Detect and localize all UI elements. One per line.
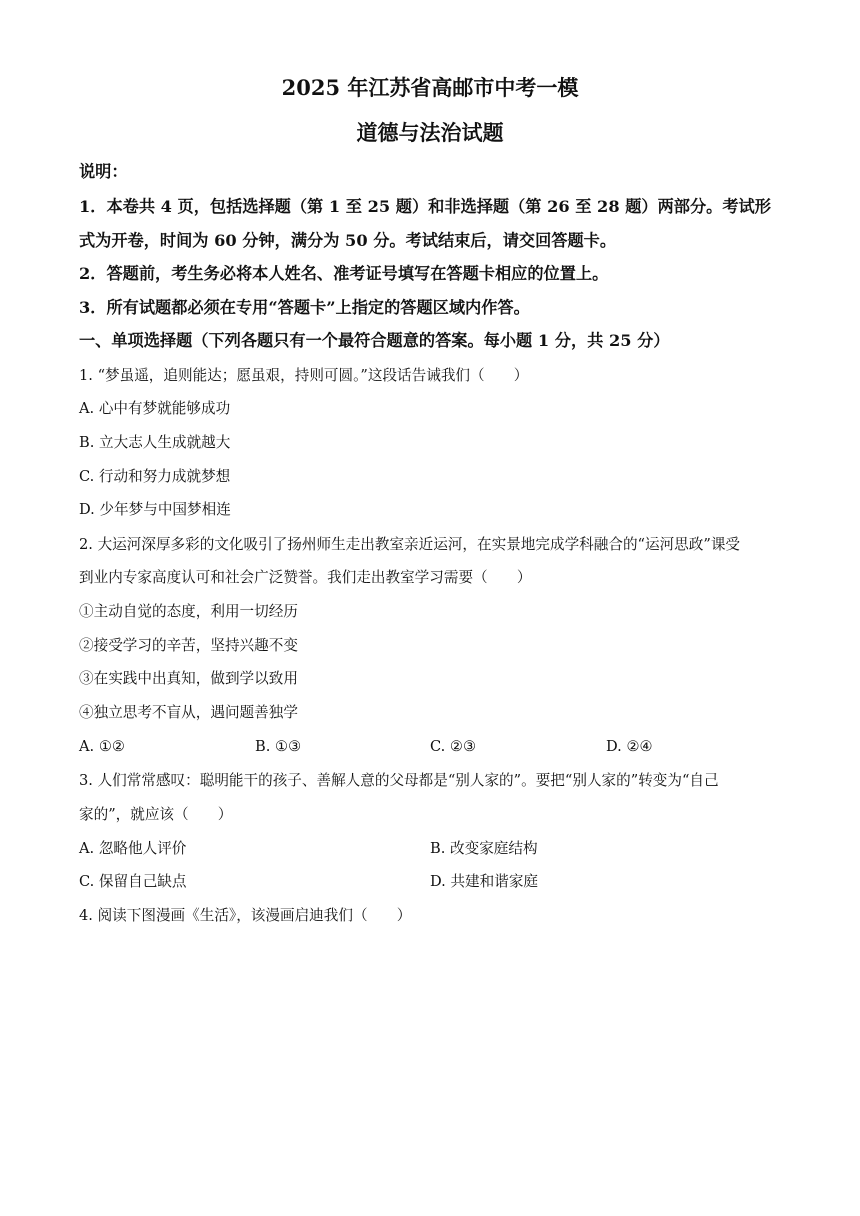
option-c: C. ②③ [430, 738, 477, 755]
section-heading: 一、单项选择题（下列各题只有一个最符合题意的答案。每小题 1 分，共 25 分） [79, 331, 670, 350]
exam-subtitle: 道德与法治试题 [356, 120, 504, 145]
option-d: D. 共建和谐家庭 [430, 873, 539, 890]
statement-3: ③在实践中出真知，做到学以致用 [79, 670, 298, 687]
instruction-line: 式为开卷，时间为 60 分钟，满分为 50 分。考试结束后，请交回答题卡。 [79, 231, 617, 250]
option-c: C. 保留自己缺点 [79, 873, 187, 890]
question-stem: 到业内专家高度认可和社会广泛赞誉。我们走出教室学习需要（ ） [79, 569, 532, 586]
question-stem: 4. 阅读下图漫画《生活》，该漫画启迪我们（ ） [79, 907, 412, 924]
question-stem: 3. 人们常常感叹：聪明能干的孩子、善解人意的父母都是“别人家的”。要把“别人家的”转变为“自己 [79, 772, 719, 789]
option-d: D. 少年梦与中国梦相连 [79, 501, 231, 518]
question-stem: 2. 大运河深厚多彩的文化吸引了扬州师生走出教室亲近运河，在实景地完成学科融合的“运河思政”课受 [79, 536, 741, 553]
instruction-line: 3．所有试题都必须在专用“答题卡”上指定的答题区域内作答。 [79, 298, 530, 317]
option-c: C. 行动和努力成就梦想 [79, 468, 231, 485]
option-a: A. 心中有梦就能够成功 [79, 400, 231, 417]
instruction-line: 1．本卷共 4 页，包括选择题（第 1 至 25 题）和非选择题（第 26 至 28 题）两部分。考试形 [79, 197, 771, 216]
question-stem: 家的”，就应该（ ） [79, 806, 233, 823]
option-a: A. ①② [79, 738, 125, 755]
question-stem: 1. “梦虽遥，追则能达；愿虽艰，持则可圆。”这段话告诫我们（ ） [79, 367, 529, 384]
statement-4: ④独立思考不盲从，遇问题善独学 [79, 704, 298, 721]
option-d: D. ②④ [606, 738, 653, 755]
option-a: A. 忽略他人评价 [79, 840, 187, 857]
statement-2: ②接受学习的辛苦，坚持兴趣不变 [79, 637, 298, 654]
option-b: B. 立大志人生成就越大 [79, 434, 231, 451]
statement-1: ①主动自觉的态度，利用一切经历 [79, 603, 298, 620]
exam-title: 2025 年江苏省高邮市中考一模 [281, 75, 579, 100]
instructions-heading: 说明： [79, 162, 128, 181]
option-b: B. ①③ [255, 738, 302, 755]
instruction-line: 2．答题前，考生务必将本人姓名、准考证号填写在答题卡相应的位置上。 [79, 264, 609, 283]
option-b: B. 改变家庭结构 [430, 840, 538, 857]
